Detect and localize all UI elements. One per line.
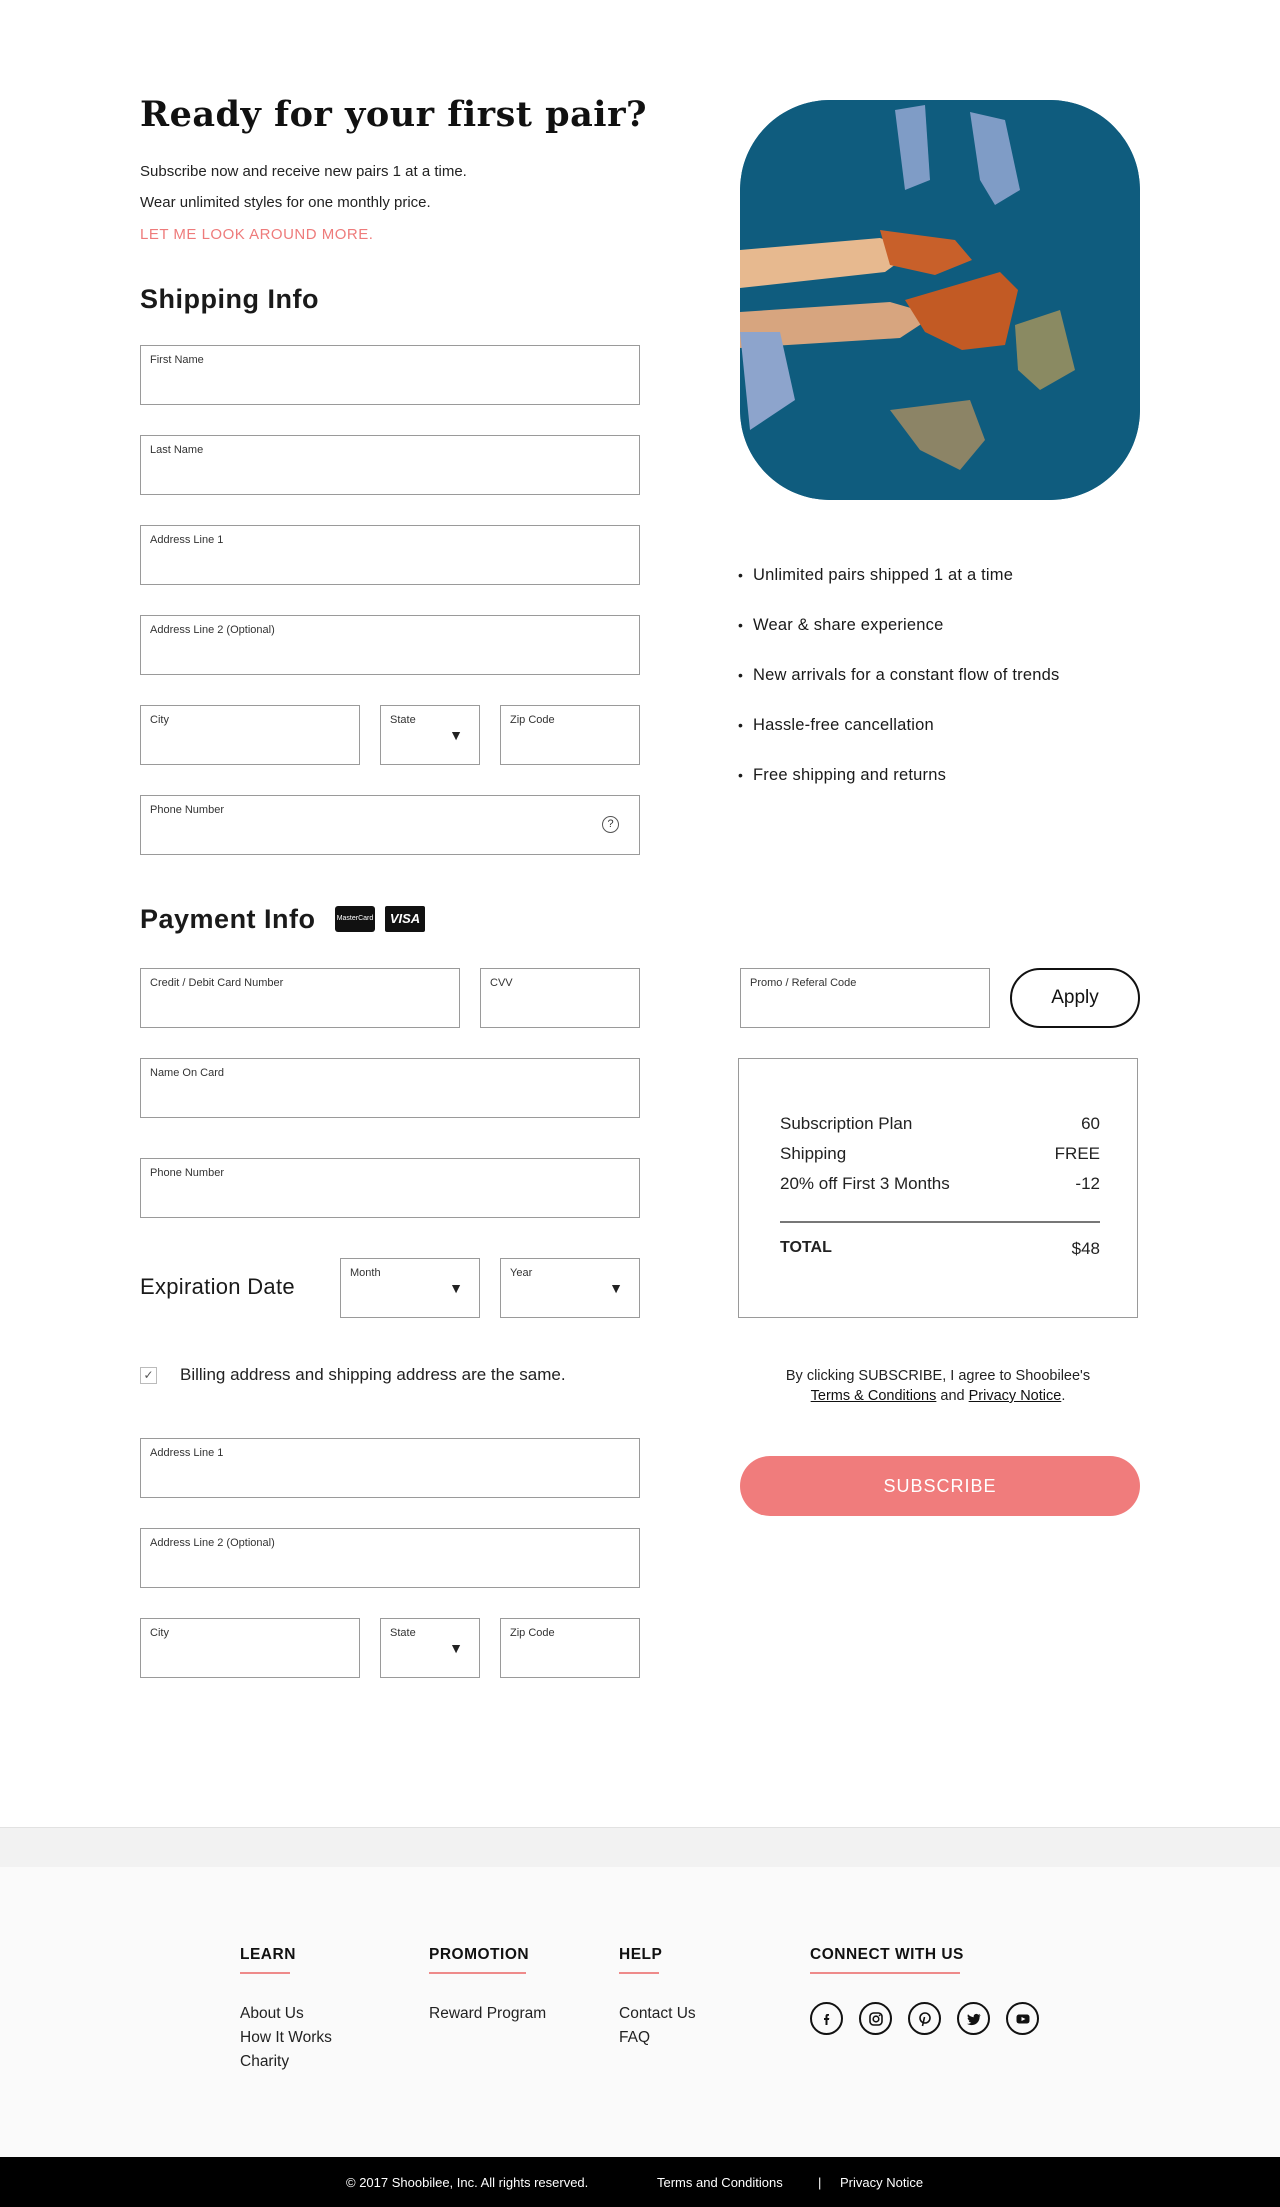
shipping-phone-field[interactable] — [140, 795, 640, 855]
card-number-field[interactable] — [140, 968, 460, 1028]
chevron-down-icon: ▼ — [609, 1280, 623, 1296]
billing-zip-field[interactable] — [500, 1618, 640, 1678]
benefit-text: Free shipping and returns — [753, 766, 947, 784]
shipping-zip-field[interactable] — [500, 705, 640, 765]
year-label: Year — [510, 1267, 533, 1279]
bottom-bar — [0, 2157, 1280, 2207]
billing-state-select[interactable] — [380, 1618, 480, 1678]
plan-label: Subscription Plan — [780, 1114, 913, 1133]
cvv-label: CVV — [490, 977, 513, 989]
discount-value: -12 — [1075, 1174, 1100, 1193]
benefit-item: • Hassle-free cancellation — [738, 716, 934, 734]
benefit-text: Wear & share experience — [753, 616, 944, 634]
footer-help-title: HELP — [619, 1946, 663, 1963]
billing-address-line2-field[interactable] — [140, 1528, 640, 1588]
terms-link[interactable]: Terms & Conditions — [810, 1388, 937, 1404]
order-summary — [738, 1058, 1138, 1318]
address-line1-label: Address Line 1 — [150, 534, 224, 546]
benefit-text: New arrivals for a constant flow of trends — [753, 666, 1060, 684]
shipping-city-field[interactable] — [140, 705, 360, 765]
benefit-item: • Unlimited pairs shipped 1 at a time — [738, 566, 1014, 584]
footer-underline — [810, 1972, 960, 1974]
summary-row-shipping — [780, 1144, 1100, 1164]
agreement-end: . — [1061, 1388, 1066, 1404]
cvv-field[interactable] — [480, 968, 640, 1028]
total-label: TOTAL — [780, 1239, 832, 1256]
footer — [0, 1867, 1280, 2157]
payment-info-title: Payment Info — [140, 904, 316, 934]
charity-link[interactable]: Charity — [240, 2053, 290, 2070]
last-name-label: Last Name — [150, 444, 204, 456]
payment-phone-label: Phone Number — [150, 1167, 224, 1179]
agreement-line-2 — [738, 1386, 1138, 1406]
agreement-line-1: By clicking SUBSCRIBE, I agree to Shoobilee's — [785, 1368, 1091, 1384]
reward-program-link[interactable]: Reward Program — [429, 2005, 547, 2022]
faq-link[interactable]: FAQ — [619, 2029, 651, 2046]
benefit-item: • Free shipping and returns — [738, 766, 947, 784]
contact-us-link[interactable]: Contact Us — [619, 2005, 696, 2022]
footer-col-connect — [810, 1946, 1039, 2035]
billing-same-label: Billing address and shipping address are the same. — [180, 1365, 566, 1384]
page-title: Ready for your first pair? — [140, 94, 648, 135]
name-on-card-label: Name On Card — [150, 1067, 224, 1079]
footer-terms-link[interactable]: Terms and Conditions — [657, 2175, 783, 2190]
first-name-field[interactable] — [140, 345, 640, 405]
month-label: Month — [350, 1267, 381, 1279]
help-icon[interactable]: ? — [602, 816, 619, 833]
summary-row-plan — [780, 1114, 1100, 1134]
expiration-date-label: Expiration Date — [140, 1274, 295, 1299]
payment-phone-field[interactable] — [140, 1158, 640, 1218]
footer-col-promotion — [429, 1946, 546, 2026]
state-label: State — [390, 1627, 416, 1639]
summary-row-discount — [780, 1174, 1100, 1194]
summary-row-total — [780, 1239, 1100, 1257]
youtube-icon[interactable] — [1006, 2002, 1039, 2035]
shipping-info-title: Shipping Info — [140, 284, 319, 314]
chevron-down-icon: ▼ — [449, 1640, 463, 1656]
promo-code-field[interactable] — [740, 968, 990, 1028]
billing-address-line1-field[interactable] — [140, 1438, 640, 1498]
footer-underline — [619, 1972, 659, 1974]
footer-learn-title: LEARN — [240, 1946, 296, 1963]
total-value: $48 — [1071, 1239, 1100, 1258]
twitter-icon[interactable] — [957, 2002, 990, 2035]
summary-divider — [780, 1221, 1100, 1223]
how-it-works-link[interactable]: How It Works — [240, 2029, 332, 2046]
benefit-item: • New arrivals for a constant flow of trends — [738, 666, 1060, 684]
discount-label: 20% off First 3 Months — [780, 1174, 950, 1193]
state-label: State — [390, 714, 416, 726]
facebook-icon[interactable] — [810, 2002, 843, 2035]
promo-code-label: Promo / Referal Code — [750, 977, 857, 989]
benefit-text: Hassle-free cancellation — [753, 716, 934, 734]
last-name-field[interactable] — [140, 435, 640, 495]
address-line2-label: Address Line 2 (Optional) — [150, 1537, 275, 1549]
address-line1-label: Address Line 1 — [150, 1447, 224, 1459]
intro-line-2: Wear unlimited styles for one monthly price. — [140, 194, 431, 211]
billing-city-field[interactable] — [140, 1618, 360, 1678]
hero-image — [740, 100, 1140, 500]
zip-label: Zip Code — [510, 1627, 555, 1639]
billing-same-checkbox[interactable]: ✓ — [140, 1367, 157, 1384]
subscribe-button[interactable]: SUBSCRIBE — [740, 1456, 1140, 1516]
look-around-link[interactable]: LET ME LOOK AROUND MORE. — [140, 226, 374, 243]
shipping-label: Shipping — [780, 1144, 847, 1163]
benefit-item: • Wear & share experience — [738, 616, 944, 634]
chevron-down-icon: ▼ — [449, 727, 463, 743]
intro-line-1: Subscribe now and receive new pairs 1 at a time. — [140, 163, 467, 180]
chevron-down-icon: ▼ — [449, 1280, 463, 1296]
footer-separator: | — [818, 2175, 822, 2190]
zip-label: Zip Code — [510, 714, 555, 726]
benefit-text: Unlimited pairs shipped 1 at a time — [753, 566, 1014, 584]
social-icons — [810, 2002, 1039, 2035]
privacy-link[interactable]: Privacy Notice — [968, 1388, 1062, 1404]
visa-icon: VISA — [385, 906, 425, 932]
footer-col-help — [619, 1946, 696, 2050]
instagram-icon[interactable] — [859, 2002, 892, 2035]
benefits-list — [738, 566, 1059, 816]
city-label: City — [150, 714, 169, 726]
agreement-and: and — [940, 1388, 965, 1404]
expiration-year-select[interactable] — [500, 1258, 640, 1318]
apply-button[interactable]: Apply — [1010, 968, 1140, 1028]
footer-underline — [240, 1972, 290, 1974]
shipping-state-select[interactable] — [380, 705, 480, 765]
mastercard-icon: MasterCard — [335, 906, 375, 932]
shoes-illustration — [740, 100, 1140, 500]
plan-value: 60 — [1081, 1114, 1100, 1133]
first-name-label: First Name — [150, 354, 204, 366]
name-on-card-field[interactable] — [140, 1058, 640, 1118]
footer-underline — [429, 1972, 526, 1974]
pinterest-icon[interactable] — [908, 2002, 941, 2035]
expiration-month-select[interactable] — [340, 1258, 480, 1318]
footer-connect-title: CONNECT WITH US — [810, 1946, 964, 1963]
footer-band — [0, 1827, 1280, 1867]
address-line2-label: Address Line 2 (Optional) — [150, 624, 275, 636]
agreement-text — [738, 1366, 1138, 1406]
shipping-address-line1-field[interactable] — [140, 525, 640, 585]
footer-privacy-link[interactable]: Privacy Notice — [840, 2175, 924, 2190]
shipping-address-line2-field[interactable] — [140, 615, 640, 675]
footer-promotion-title: PROMOTION — [429, 1946, 530, 1963]
shipping-value: FREE — [1054, 1144, 1100, 1163]
footer-col-learn — [240, 1946, 332, 2074]
about-us-link[interactable]: About Us — [240, 2005, 304, 2022]
phone-label: Phone Number — [150, 804, 224, 816]
city-label: City — [150, 1627, 169, 1639]
copyright-text: © 2017 Shoobilee, Inc. All rights reserved. — [346, 2175, 589, 2190]
card-number-label: Credit / Debit Card Number — [150, 977, 284, 989]
